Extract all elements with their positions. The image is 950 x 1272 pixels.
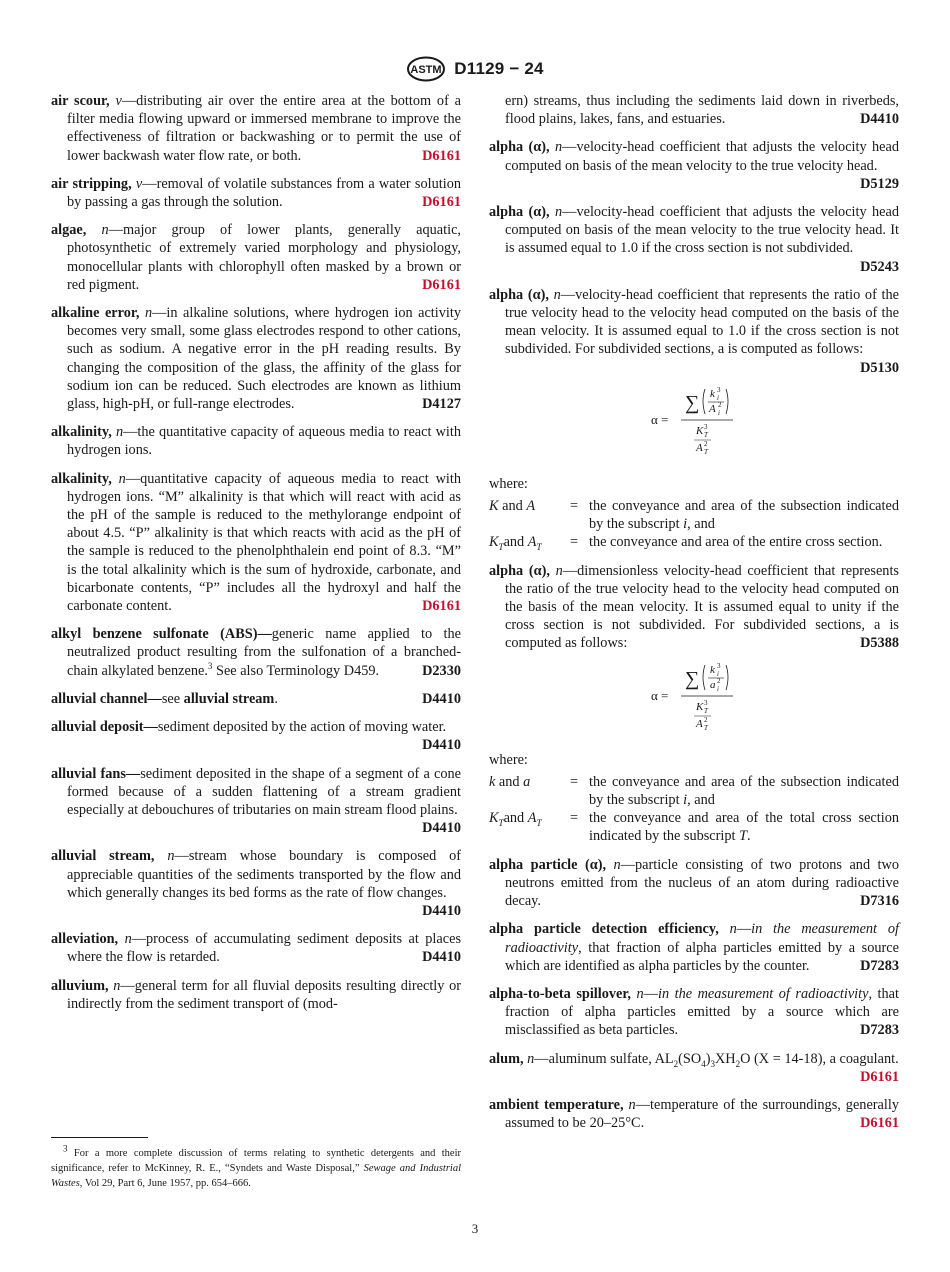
svg-text:A: A [709, 402, 716, 415]
svg-text:2: 2 [704, 715, 708, 724]
svg-text:2: 2 [717, 676, 721, 685]
svg-text:i: i [717, 393, 719, 402]
standard-ref: D4410 [422, 820, 461, 837]
svg-text:∑: ∑ [685, 391, 700, 414]
left-column [51, 92, 461, 1023]
entry-alluvium: alluvium, n—general term for all fluvial deposits resulting directly or indirectly from the sediment transport of (mod- [51, 977, 461, 1012]
variable-definition-row: K and A = the conveyance and area of the subsection indicated by the subscript i, and [489, 498, 899, 533]
standard-ref[interactable]: D6161 [422, 598, 461, 615]
entry-alpha-to-beta-spillover: alpha-to-beta spillover, n—in the measurement of radioactivity, that fraction of alpha particles emitted by a source which are misclassified as beta particles. D7283 [489, 985, 899, 1039]
entry-air-scour: air scour, v—distributing air over the entire area at the bottom of a filter media flowing upward or immersed membrane to improve the effectiveness of filtration or backwashing or to permit the use of lower backwash water flow rate, or both. D6161 [51, 93, 461, 164]
variable-definitions-1 [489, 497, 899, 552]
formula-alpha-2-graphic [639, 657, 759, 741]
svg-text:3: 3 [704, 698, 708, 707]
svg-text:T: T [704, 706, 708, 715]
svg-text:α =: α = [651, 411, 669, 427]
svg-text:∑: ∑ [685, 667, 700, 690]
entry-alluvial-deposit: alluvial deposit—sediment deposited by the action of moving water. D4410 [51, 719, 461, 754]
formula-alpha-1 [489, 381, 899, 465]
entry-alpha-1: alpha (α), n—velocity-head coefficient that adjusts the velocity head computed on basis of the mean velocity to the true velocity head. D5129 [489, 139, 899, 192]
standard-ref: D7283 [860, 1022, 899, 1039]
standard-ref: D2330 [422, 662, 461, 679]
svg-text:3: 3 [717, 385, 721, 394]
where-label: where: [489, 475, 528, 492]
entry-ambient-temperature: ambient temperature, n—temperature of the surroundings, generally assumed to be 20–25°C. D6161 [489, 1096, 899, 1132]
document-id: D1129 − 24 [454, 59, 544, 78]
variable-definitions-2 [489, 773, 899, 846]
entry-alkalinity-1: alkalinity, n—the quantitative capacity of aqueous media to react with hydrogen ions. [51, 424, 461, 459]
svg-text:T: T [704, 723, 708, 732]
variable-definition-row: $K_Tand$ $A_T$ = the conveyance and area of the entire cross section. [489, 534, 883, 553]
standard-ref: D4127 [422, 396, 461, 413]
entry-alluvium-continued: ern) streams, thus including the sediments laid down in riverbeds, flood plains, lakes, fans, and estuaries. D4410 [505, 93, 899, 128]
cross-reference[interactable]: alluvial stream [183, 690, 275, 707]
standard-ref: D7316 [860, 893, 899, 910]
standard-ref: D5129 [860, 175, 899, 192]
svg-text:α =: α = [651, 687, 669, 703]
svg-text:T: T [704, 447, 708, 456]
svg-text:K: K [696, 424, 704, 437]
entry-alluvial-fans: alluvial fans—sediment deposited in the shape of a segment of a cone formed because of a sudden flattening of a stream gradient especially at debouchures of tributaries on main stream flood plains. D4410 [51, 765, 461, 837]
standard-ref[interactable]: D6161 [860, 1068, 899, 1085]
svg-text:k: k [710, 387, 715, 400]
svg-text:a: a [710, 678, 716, 691]
entry-air-stripping: air stripping, v—removal of volatile substances from a water solution by passing a gas through the solution. D6161 [51, 175, 461, 211]
standard-ref[interactable]: D6161 [860, 1115, 899, 1132]
entry-alkyl-benzene-sulfonate: alkyl benzene sulfonate (ABS)—generic name applied to the neutralized product resulting from the sulfonation of a branched-chain alkylated benzene.$^3$ See also Terminology D459. D2330 [51, 626, 461, 679]
variable-definition-row: $K_Tand$ $A_T$ = the conveyance and area of the total cross section indicated by the subscript T. [489, 810, 899, 845]
entry-algae: algae, n—major group of lower plants, generally aquatic, photosynthetic of extremely varied morphology and physiology, monocellular plants with chlorophyll often masked by a brown or red pigment. D6161 [51, 222, 462, 293]
entry-alluvial-channel: alluvial channel—see alluvial stream. D4410 [51, 690, 461, 707]
standard-ref: D4410 [422, 737, 461, 754]
standard-ref: D4410 [860, 111, 899, 128]
svg-text:i: i [718, 408, 720, 417]
svg-text:2: 2 [718, 400, 722, 409]
standard-ref: D5388 [860, 635, 899, 652]
entry-alluvial-stream: alluvial stream, n—stream whose boundary is composed of appreciable quantities of the sediments transported by the flow and which generally changes its bed forms as the rate of flow changes. D4410 [51, 848, 462, 919]
standard-ref[interactable]: D6161 [422, 276, 461, 293]
formula-alpha-1-graphic [639, 381, 759, 465]
where-label: where: [489, 751, 528, 768]
entry-alpha-detection-efficiency: alpha particle detection efficiency, n—in the measurement of radioactivity, that fraction of alpha particles emitted by a source which are identified as alpha particles by the counter. D7283 [489, 921, 899, 974]
svg-text:A: A [696, 441, 703, 454]
formula-alpha-2 [489, 657, 899, 741]
svg-text:i: i [717, 684, 719, 693]
standard-ref[interactable]: D6161 [422, 147, 461, 164]
page-number: 3 [471, 1221, 479, 1236]
svg-text:T: T [704, 430, 708, 439]
page-header [0, 56, 950, 82]
entry-alpha-2: alpha (α), n—velocity-head coefficient that adjusts the velocity head computed on basis of the mean velocity to the true velocity head. It is assumed equal to 1.0 if the cross section is not subdivided. D5243 [489, 204, 899, 275]
standard-ref: D4410 [422, 690, 461, 707]
astm-logo-icon [406, 56, 446, 82]
standard-ref: D4410 [422, 949, 461, 966]
svg-text:A: A [696, 717, 703, 730]
entry-alkaline-error: alkaline error, n—in alkaline solutions, where hydrogen ion activity becomes very small, some glass electrodes respond to other cations, such as sodium. A negative error in the pH reading results. By changing the composition of the glass, the affinity of the glass for sodium ion can be reduced. Such electrodes are known as lithium glass, high-pH, or full-range electrodes. D4127 [51, 305, 461, 413]
svg-text:3: 3 [717, 661, 721, 670]
entry-alum: alum, n—aluminum sulfate, $AL_2(SO_4)_3XH_2O$ (X = 14-18), a coagulant. D6161 [489, 1050, 899, 1085]
entry-alpha-4: alpha (α), n—dimensionless velocity-head coefficient that represents the ratio of the true velocity head to the velocity head computed on the basis of the mean velocity. It is assumed equal to unity if the cross section is not subdivided. For subdivided sections, a is computed as follows: D5388 [489, 562, 899, 652]
standard-ref: D5130 [860, 359, 899, 376]
svg-text:k: k [710, 663, 715, 676]
standard-ref: D7283 [860, 957, 899, 974]
svg-text:i: i [717, 669, 719, 678]
entry-alleviation: alleviation, n—process of accumulating sediment deposits at places where the flow is retarded. D4410 [51, 931, 462, 966]
standard-ref[interactable]: D6161 [422, 194, 461, 211]
footnote-divider [51, 1137, 148, 1138]
entry-alpha-3: alpha (α), n—velocity-head coefficient that represents the ratio of the true velocity head to the velocity head computed on the basis of the mean velocity. It is assumed equal to 1.0 if the cross section is not subdivided. For subdivided sections, a is computed as follows: D5130 [489, 286, 899, 376]
svg-text:ASTM: ASTM [410, 64, 442, 76]
footnote: $^3$ For a more complete discussion of terms relating to synthetic detergents and their significance, refer to McKinney, R. E., “Syndets and Waste Disposal,” Sewage and Industrial Wastes, Vol 29, Part 6, June 1957, pp. 654–666. [51, 1143, 461, 1189]
right-column [489, 92, 899, 1142]
svg-text:2: 2 [704, 439, 708, 448]
standard-ref: D4410 [422, 902, 461, 919]
svg-text:3: 3 [704, 422, 708, 431]
variable-definition-row: k and a = the conveyance and area of the subsection indicated by the subscript i, and [489, 773, 899, 809]
svg-text:K: K [696, 700, 704, 713]
standard-ref: D5243 [860, 258, 899, 275]
entry-alkalinity-2: alkalinity, n—quantitative capacity of aqueous media to react with hydrogen ions. “M” alkalinity is that which will react with acid as the pH of the sample is reduced to the methylorange endpoint of about 4.5. “P” alkalinity is that which reacts with acid as the pH of the sample is reduced to the phenolphthalein end point of 8.3. “M” is the total alkalinity which is the sum of hydroxide, carbonate, and bicarbonate contents, “P” includes all the hydroxyl and half the carbonate content. D6161 [51, 470, 461, 615]
footnote-mark[interactable]: 3 [207, 660, 213, 671]
entry-alpha-particle: alpha particle (α), n—particle consisting of two protons and two neutrons emitted from the nucleus of an atom during radioactive decay. D7316 [489, 856, 900, 910]
